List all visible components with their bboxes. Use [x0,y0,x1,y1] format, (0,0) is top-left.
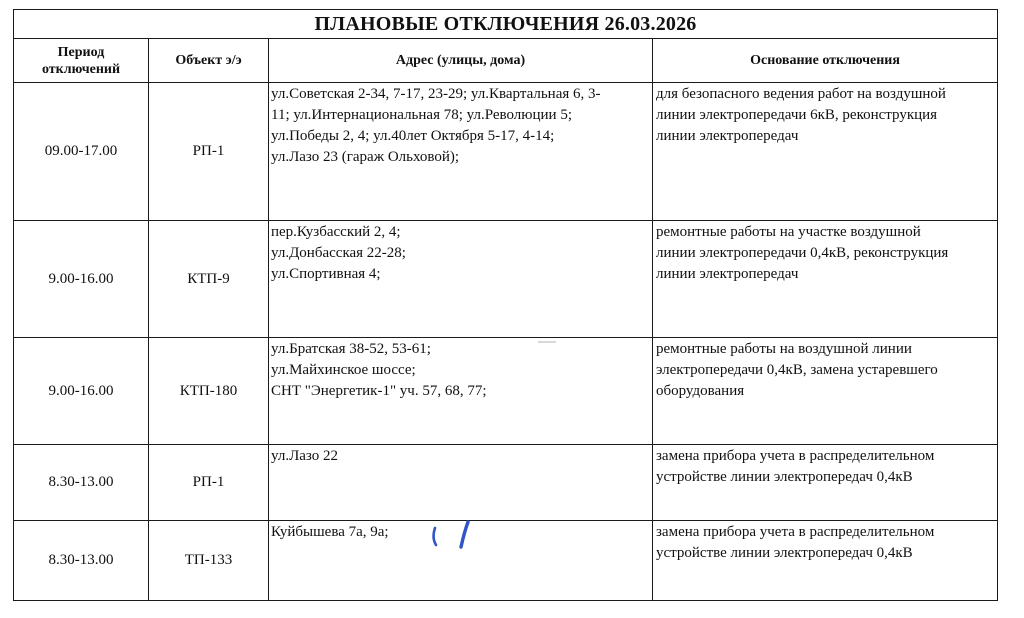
header-address: Адрес (улицы, дома) [269,39,653,83]
reason-cell: ремонтные работы на участке воздушной линии электропередачи 0,4кВ, реконструкция линии электропередач [653,221,998,338]
title-row [14,10,998,39]
table-row [14,83,998,221]
address-cell: пер.Кузбасский 2, 4; ул.Донбасская 22-28; ул.Спортивная 4; [269,221,653,338]
reason-cell: ремонтные работы на воздушной линии электропередачи 0,4кВ, замена устаревшего оборудования [653,338,998,445]
table-row [14,221,998,338]
object-cell: КТП-9 [149,221,269,338]
period-cell: 09.00-17.00 [14,83,149,221]
period-cell: 9.00-16.00 [14,338,149,445]
table-row [14,521,998,601]
outage-table [13,9,998,601]
header-period: Период отключений [14,39,149,83]
period-cell: 9.00-16.00 [14,221,149,338]
table-row [14,338,998,445]
header-row [14,39,998,83]
reason-cell: замена прибора учета в распределительном устройстве линии электропередач 0,4кВ [653,445,998,521]
period-cell: 8.30-13.00 [14,521,149,601]
scan-artifact [538,341,556,343]
object-cell: ТП-133 [149,521,269,601]
reason-cell: замена прибора учета в распределительном устройстве линии электропередач 0,4кВ [653,521,998,601]
object-cell: РП-1 [149,83,269,221]
header-reason: Основание отключения [653,39,998,83]
table-row [14,445,998,521]
table-title: ПЛАНОВЫЕ ОТКЛЮЧЕНИЯ 26.03.2026 [14,10,998,39]
address-cell: Куйбышева 7а, 9а; [269,521,653,601]
reason-cell: для безопасного ведения работ на воздушной линии электропередачи 6кВ, реконструкция линии электропередач [653,83,998,221]
period-cell: 8.30-13.00 [14,445,149,521]
address-cell: ул.Советская 2-34, 7-17, 23-29; ул.Квартальная 6, 3- 11; ул.Интернациональная 78; ул.Революции 5; ул.Победы 2, 4; ул.40лет Октября 5-17, 4-14; ул.Лазо 23 (гараж Ольховой); [269,83,653,221]
header-object: Объект э/э [149,39,269,83]
object-cell: РП-1 [149,445,269,521]
address-cell: ул.Братская 38-52, 53-61; ул.Майхинское шоссе; СНТ "Энергетик-1" уч. 57, 68, 77; [269,338,653,445]
object-cell: КТП-180 [149,338,269,445]
address-cell: ул.Лазо 22 [269,445,653,521]
